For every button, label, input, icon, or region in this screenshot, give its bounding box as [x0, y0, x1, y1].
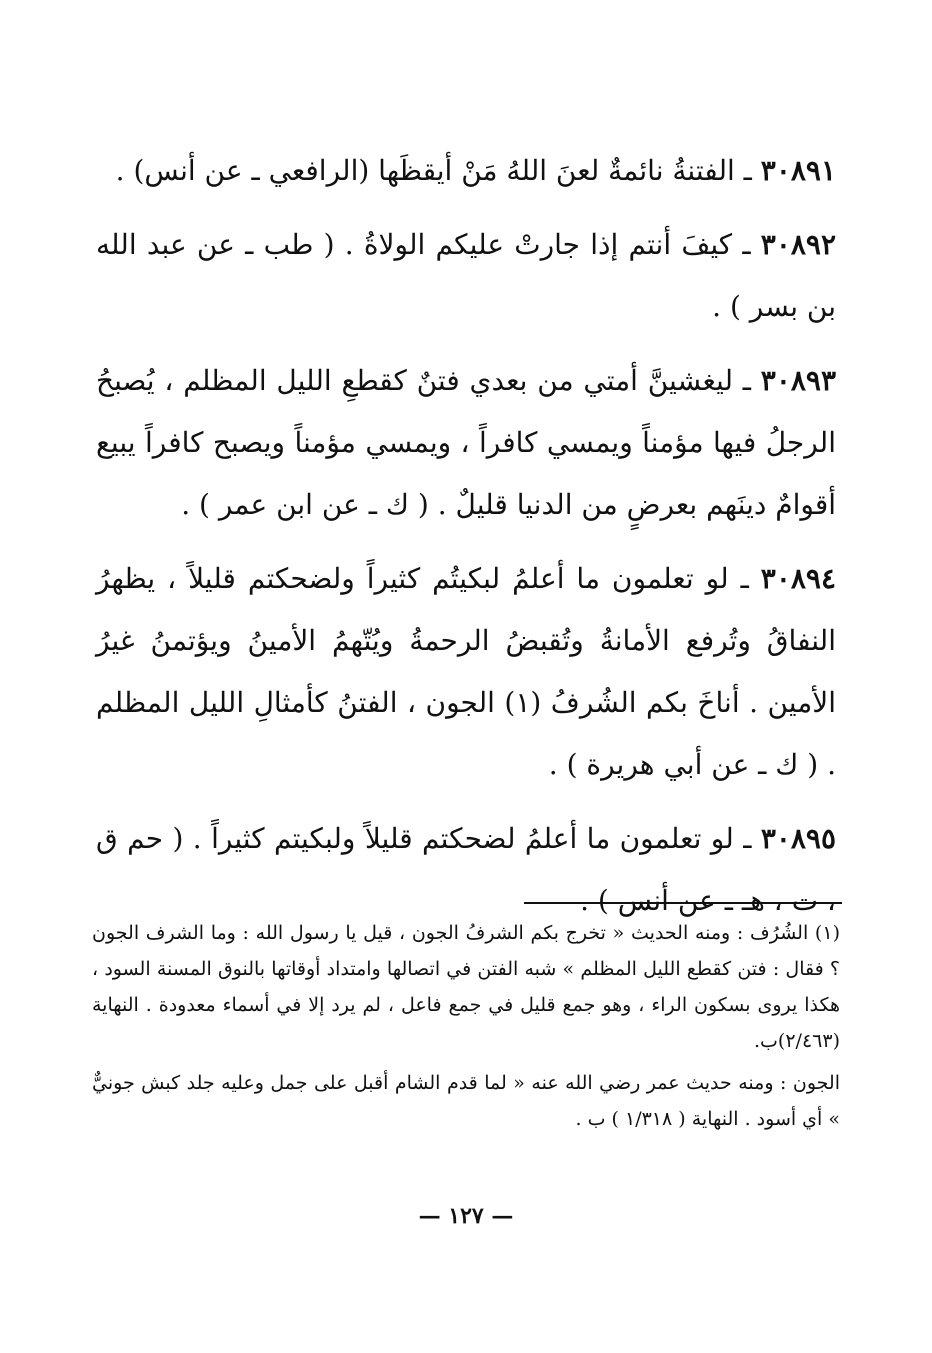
page-number: — ١٢٧ —	[418, 1203, 514, 1229]
hadith-entry: ٣٠٨٩٤ ـ لو تعلمون ما أعلمُ لبكيتُم كثيراً ولضحكتم قليلاً ، يظهرُ النفاقُ وتُرفع الأمانةُ وتُقبضُ الرحمةُ ويُتّهمُ الأمينُ ويؤتمنُ غيرُ الأمين . أناخَ بكم الشُرفُ (١) الجون ، الفتنُ كأمثالِ الليل المظلم . ( ك ـ عن أبي هريرة ) .	[96, 562, 836, 781]
hadith-entry: ٣٠٨٩٣ ـ ليغشينَّ أمتي من بعدي فتنٌ كقطعِ الليل المظلم ، يُصبحُ الرجلُ فيها مؤمناً ويمسي كافراً ، ويمسي مؤمناً ويصبح كافراً يبيع أقوامٌ دينَهم بعرضٍ من الدنيا قليلٌ . ( ك ـ عن ابن عمر ) .	[96, 364, 836, 521]
hadith-text: الفتنةُ نائمةٌ لعنَ اللهُ مَنْ أيقظَها (الرافعي ـ عن أنس) .	[115, 154, 735, 187]
hadith-text: لو تعلمون ما أعلمُ لبكيتُم كثيراً ولضحكتم قليلاً ، يظهرُ النفاقُ وتُرفع الأمانةُ وتُقبضُ الرحمةُ ويُتّهمُ الأمينُ ويؤتمنُ غيرُ الأمين . أناخَ بكم الشُرفُ (١) الجون ، الفتنُ كأمثالِ الليل المظلم . ( ك ـ عن أبي هريرة ) .	[96, 562, 836, 781]
hadith-text: لو تعلمون ما أعلمُ لضحكتم قليلاً ولبكيتم كثيراً . ( حم ق ، ت ، هـ ـ عن أنس ) .	[96, 822, 836, 917]
footnote-item: (١) الشُرُف : ومنه الحديث « تخرج بكم الشرفُ الجون ، قيل يا رسول الله : وما الشرف الجون ؟ فقال : فتن كقطع الليل المظلم » شبه الفتن في اتصالها وامتداد أوقاتها بالنوق المسنة السود ، هكذا يروى بسكون الراء ، وهو جمع قليل في جمع فاعل ، لم يرد إلا في أسماء معدودة . النهاية (٢/٤٦٣)ب.	[92, 922, 840, 1052]
hadith-entry: ٣٠٨٩٥ ـ لو تعلمون ما أعلمُ لضحكتم قليلاً ولبكيتم كثيراً . ( حم ق ، ت ، هـ ـ عن أنس ) .	[96, 822, 837, 917]
hadith-list	[96, 140, 836, 944]
hadith-number: ٣٠٨٩٥	[760, 822, 837, 855]
hadith-number: ٣٠٨٩٤	[760, 562, 836, 595]
hadith-entry: ٣٠٨٩٢ ـ كيفَ أنتم إذا جارتْ عليكم الولاةُ . ( طب ـ عن عبد الله بن بسر ) .	[96, 228, 836, 323]
hadith-number: ٣٠٨٩٢	[760, 228, 836, 261]
hadith-entry: ٣٠٨٩١ ـ الفتنةُ نائمةٌ لعنَ اللهُ مَنْ أيقظَها (الرافعي ـ عن أنس) .	[115, 154, 836, 187]
footnotes	[92, 915, 840, 1143]
footnote-item: الجون : ومنه حديث عمر رضي الله عنه « لما قدم الشام أقبل على جمل وعليه جلد كبش جونيٌّ » أي أسود . النهاية ( ١/٣١٨ ) ب .	[92, 1072, 840, 1130]
hadith-text: ليغشينَّ أمتي من بعدي فتنٌ كقطعِ الليل المظلم ، يُصبحُ الرجلُ فيها مؤمناً ويمسي كافراً ، ويمسي مؤمناً ويصبح كافراً يبيع أقوامٌ دينَهم بعرضٍ من الدنيا قليلٌ . ( ك ـ عن ابن عمر ) .	[96, 364, 836, 521]
hadith-number: ٣٠٨٩١	[760, 154, 836, 187]
hadith-text: كيفَ أنتم إذا جارتْ عليكم الولاةُ . ( طب ـ عن عبد الله بن بسر ) .	[96, 228, 836, 323]
footnote-divider	[524, 902, 842, 904]
hadith-number: ٣٠٨٩٣	[760, 364, 836, 397]
